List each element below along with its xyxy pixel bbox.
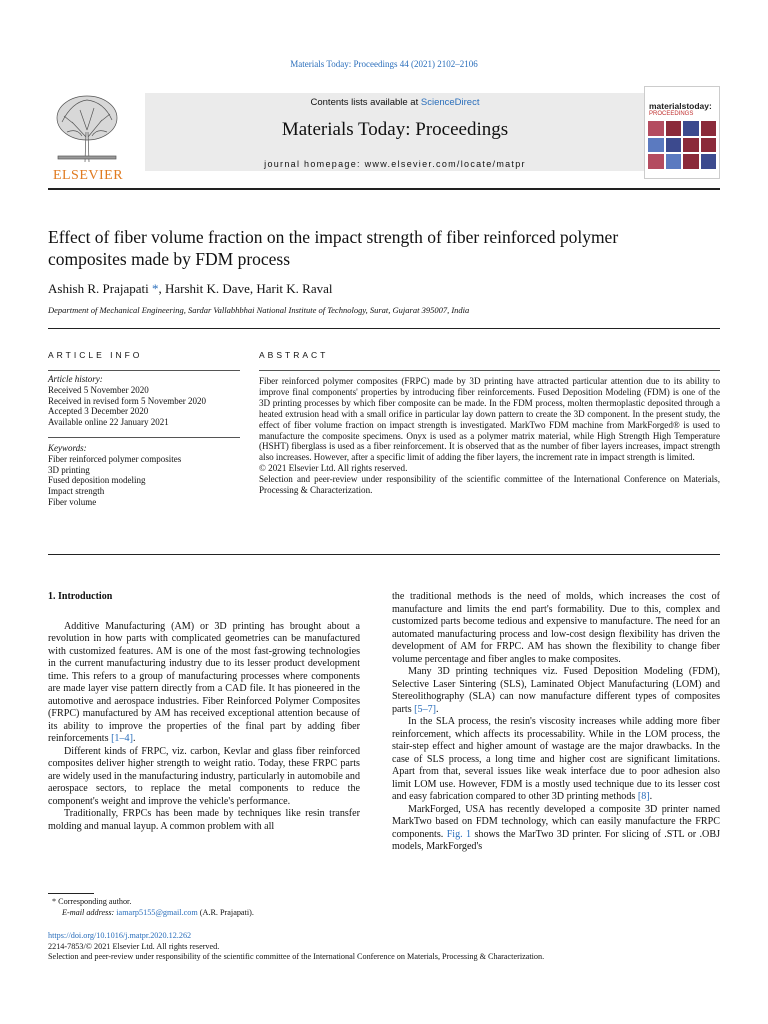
journal-title[interactable]: Materials Today: Proceedings (281, 119, 509, 140)
title-divider (48, 328, 720, 329)
keyword-item: Impact strength (48, 486, 105, 497)
page-footer (48, 931, 544, 963)
reference-link[interactable]: [5–7] (414, 703, 437, 715)
contents-prefix: Contents lists available at (310, 97, 421, 108)
contents-line (145, 97, 645, 108)
cover-subtitle: PROCEEDINGS (649, 111, 694, 117)
footnote-divider (48, 893, 94, 894)
keywords (48, 443, 238, 508)
article-info-divider (48, 370, 240, 371)
elsevier-logo[interactable] (48, 92, 128, 184)
paragraph: Traditionally, FRPCs has been made by techniques like resin transfer molding and manual layup. A common problem with all (48, 808, 360, 832)
author-list (48, 281, 333, 297)
issn-line: 2214-7853/© 2021 Elsevier Ltd. All rights reserved. (48, 941, 220, 951)
author-first: Ashish R. Prajapati (48, 281, 149, 296)
history-label: Article history: (48, 374, 103, 384)
corresponding-author-mark[interactable]: * (148, 281, 159, 296)
footer-review: Selection and peer-review under responsibility of the scientific committee of the International Conference on Materials, Processing & Characterization. (48, 952, 545, 961)
section-heading-introduction: 1. Introduction (48, 591, 113, 602)
keyword-item: 3D printing (48, 464, 90, 475)
keyword-item: Fiber reinforced polymer composites (48, 453, 182, 464)
abstract-body (259, 376, 720, 496)
cover-artwork (648, 121, 716, 169)
corresponding-author-note: * Corresponding author. (52, 897, 132, 906)
footnote (52, 896, 254, 918)
author-email-link[interactable]: iamarp5155@gmail.com (116, 908, 198, 917)
journal-citation[interactable]: Materials Today: Proceedings 44 (2021) 2102–2106 (290, 59, 478, 69)
journal-header (48, 86, 720, 185)
author-rest: , Harshit K. Dave, Harit K. Raval (158, 281, 333, 296)
paragraph: Many 3D printing techniques viz. Fused Deposition Modeling (FDM), Selective Laser Sintering (SLS), Laminated Object Manufacturing (LOM) and Stereolithography (SLA) can now manufacture different types of composites parts [5–7]. (392, 666, 720, 715)
keyword-item: Fused deposition modeling (48, 475, 146, 486)
keywords-label: Keywords: (48, 443, 87, 453)
history-item: Received 5 November 2020 (48, 384, 149, 395)
paragraph: Different kinds of FRPC, viz. carbon, Kevlar and glass fiber reinforced composites deliver higher strength to weight ratio. Today, these FRPC parts are widely used in the manufacturing industry, particularly in automobile and aerospace sectors, to replace the metal components to reduce the component's weight and improve the vehicle's performance. (48, 745, 360, 807)
email-note: E-mail address: iamarp5155@gmail.com (A.R. Prajapati). (62, 908, 254, 917)
paragraph: Additive Manufacturing (AM) or 3D printing has brought about a revolution in how parts with complicated geometries can be manufactured with customized features. AM is one of the most fast-growing technologies in the current manufacturing industry due to its lesser product development time. This refers to a group of manufacturing processes where components are made layer vise pattern directly from a CAD file. It has pioneered in the automotive and aerospace industries. Fiber Reinforced Polymer Composites (FRPC) manufactured by AM has received exceptional attention because of its ability to improve the properties of the final part by adding fiber reinforcements [1–4]. (48, 620, 360, 744)
paragraph: MarkForged, USA has recently developed a composite 3D printer named MarkTwo based on FDM technology, which can easily manufacture the FRPC components. Fig. 1 shows the MarTwo 3D printer. For slicing of .STL or .OBJ models, MarkForged's (392, 803, 720, 852)
header-divider (48, 188, 720, 190)
cover-title: materialstoday: (649, 101, 712, 111)
article-title: Effect of fiber volume fraction on the impact strength of fiber reinforced polymer composites made by FDM process (48, 227, 619, 269)
reference-link[interactable]: [8] (637, 791, 650, 802)
elsevier-tree-icon (52, 92, 122, 164)
article-info-heading: ARTICLE INFO (48, 350, 143, 360)
paragraph: In the SLA process, the resin's viscosity increases while adding more fiber reinforcement, which affects its processability. While in the LOM process, the stair-step effect and higher amount of wastage are the major drawbacks. In the case of SLS process, a long time and higher cost are significant limitations. Apart from that, several issues like weak interface due to poor adhesion also limit LOM use. However, FDM is a mostly used technique due to its lesser cost and easy fabrication compared to other 3D printing methods [8]. (392, 716, 720, 802)
figure-link[interactable]: Fig. 1 (446, 828, 472, 840)
history-item: Available online 22 January 2021 (48, 417, 169, 428)
abstract-text: Fiber reinforced polymer composites (FRPC) made by 3D printing have attracted particular attention due to its ability to improve final components' properties by introducing fiber reinforcements. Fused Deposition Modeling (FDM) is one of the 3D printing processes by which fiber composite can be made. In the FDM process, molten thermoplastic deposited through a heated extrusion head with a small orifice in particular lay down pattern to create the 3D component. In the present study, the effect of fiber volume fraction on impact strength is investigated. MarkTwo FDM machine from MarkForged® is used to manufacture the composite specimens. Onyx is used as a polymer matrix material, while High Strength High Temperature (HSHT) fiberglass is used as a fiber reinforcement. It is observed that as the number of fiber layers increases, impact strength also increases. However, after a specific limit of adding the fiber layers, the increment rate in impact strength is limited. (259, 376, 720, 463)
doi-link[interactable]: https://doi.org/10.1016/j.matpr.2020.12.262 (48, 931, 192, 940)
abstract-divider (259, 370, 720, 371)
abstract-heading: ABSTRACT (259, 350, 329, 360)
elsevier-wordmark: ELSEVIER (52, 168, 124, 183)
journal-band (145, 93, 645, 171)
history-item: Received in revised form 5 November 2020 (48, 395, 206, 406)
abstract-review: Selection and peer-review under responsibility of the scientific committee of the International Conference on Materials, Processing & Characterization. (259, 474, 720, 496)
journal-homepage[interactable]: journal homepage: www.elsevier.com/locate/matpr (264, 159, 526, 169)
sciencedirect-link[interactable]: ScienceDirect (420, 97, 480, 108)
abstract-end-divider (48, 554, 720, 555)
keyword-item: Fiber volume (48, 496, 97, 507)
journal-cover-image[interactable] (644, 86, 720, 179)
body-right-column (392, 591, 720, 854)
reference-link[interactable]: [1–4] (111, 733, 133, 744)
article-history (48, 374, 238, 428)
affiliation: Department of Mechanical Engineering, Sardar Vallabhbhai National Institute of Technology, Surat, Gujarat 395007, India (48, 305, 470, 315)
body-left-column (48, 591, 360, 833)
paragraph: the traditional methods is the need of molds, which increases the cost of manufacture and limits the end part's formability. Due to this, complex and customized parts become tedious and expensive to manufacture. The need for an automated manufacturing process and low-cost design flexibility has driven the development of AM for FRPC. AM has shown the flexibility to change fiber volume percentage and fiber angles to make composites. (392, 591, 720, 665)
history-item: Accepted 3 December 2020 (48, 406, 149, 417)
history-divider (48, 437, 240, 438)
abstract-copyright: © 2021 Elsevier Ltd. All rights reserved. (259, 463, 408, 474)
